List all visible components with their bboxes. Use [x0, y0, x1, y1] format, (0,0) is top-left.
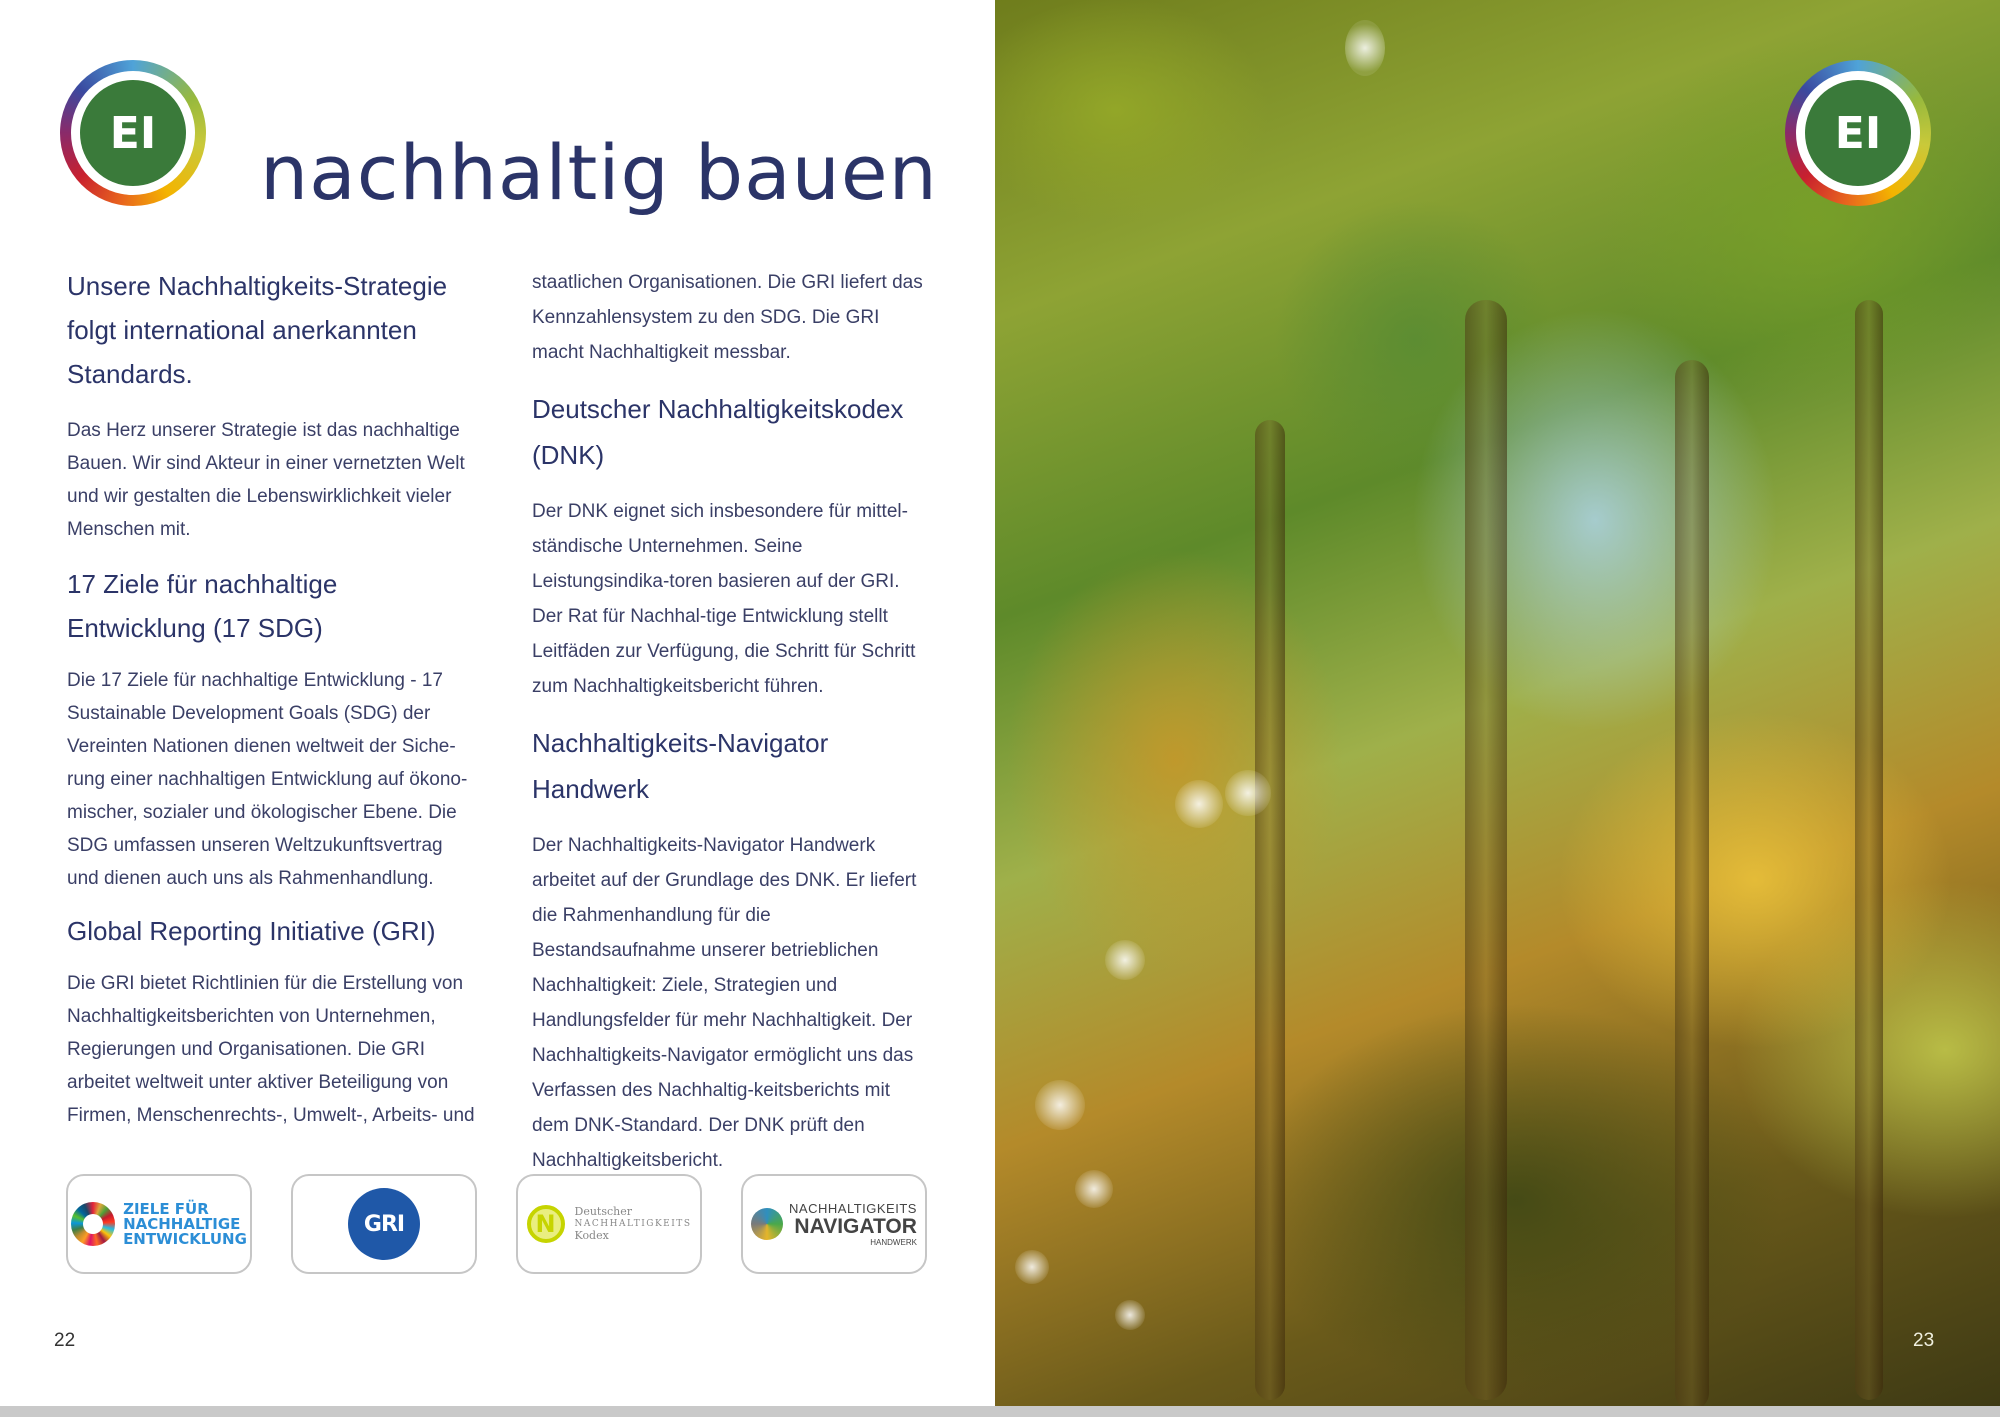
- page-number-right: 23: [1913, 1330, 1935, 1351]
- gri-paragraph-part1: Die GRI bietet Richtlinien für die Erstellung von Nachhaltigkeitsberichten von Unternehmen, Regierungen und Organisationen. Die GRI arbeitet weltweit unter aktiver Beteiligung von Firmen, Menschenrechts-, Umwelt-, Arbeits- und: [67, 973, 475, 1126]
- left-page: [0, 0, 995, 1406]
- navigator-heading: Nachhaltigkeits-Navigator Handwerk: [532, 728, 829, 804]
- sdg-heading: 17 Ziele für nachhaltige Entwicklung (17 SDG): [67, 569, 338, 643]
- dnk-badge: [516, 1174, 702, 1274]
- navigator-badge: [741, 1174, 927, 1274]
- lead-heading: Unsere Nachhaltigkeits-Strategie folgt international anerkannten Standards.: [67, 271, 448, 389]
- sdg-paragraph: Die 17 Ziele für nachhaltige Entwicklung - 17 Sustainable Development Goals (SDG) der Vereinten Nationen dienen weltweit der Siche-rung einer nachhaltigen Entwicklung auf ökono-mischer, sozialer und ökologischer Ebene. Die SDG umfassen unseren Weltzukunftsvertrag und dienen auch uns als Rahmenhandlung.: [67, 670, 468, 889]
- sdg-wheel-icon: [71, 1202, 115, 1246]
- forest-photo: [995, 0, 2000, 1406]
- sdg-badge-text: ZIELE FÜR NACHHALTIGE ENTWICKLUNG: [123, 1199, 247, 1248]
- gri-logo: GRI: [348, 1188, 420, 1260]
- navigator-badge-text: NACHHALTIGKEITS NAVIGATOR HANDWERK: [789, 1201, 917, 1247]
- dnk-logo-icon: N: [527, 1205, 565, 1243]
- page-number-left: 22: [54, 1330, 76, 1351]
- page-title: nachhaltig bauen: [260, 128, 938, 217]
- text-column-left: [67, 264, 477, 1132]
- gri-heading: Global Reporting Initiative (GRI): [67, 916, 436, 946]
- dnk-badge-text: Deutscher NACHHALTIGKEITS Kodex: [574, 1205, 692, 1242]
- navigator-globe-icon: [751, 1208, 783, 1240]
- logo-letters: EI: [80, 80, 186, 186]
- gri-paragraph-part2: staatlichen Organisationen. Die GRI liefert das Kennzahlensystem zu den SDG. Die GRI macht Nachhaltigkeit messbar.: [532, 272, 923, 363]
- text-column-right: [532, 265, 932, 1178]
- dnk-paragraph: Der DNK eignet sich insbesondere für mittel-ständische Unternehmen. Seine Leistungsindika-toren basieren auf der GRI. Der Rat für Nachhal-tige Entwicklung stellt Leitfäden zur Verfügung, die Schritt für Schritt zum Nachhaltigkeitsbericht führen.: [532, 501, 916, 697]
- navigator-paragraph: Der Nachhaltigkeits-Navigator Handwerk arbeitet auf der Grundlage des DNK. Er liefert die Rahmenhandlung für die Bestandsaufnahme unserer betrieblichen Nachhaltigkeit: Ziele, Strategien und Handlungsfelder für mehr Nachhaltigkeit. Der Nachhaltigkeits-Navigator ermöglicht uns das Verfassen des Nachhaltig-keitsberichts mit dem DNK-Standard. Der DNK prüft den Nachhaltigkeitsbericht.: [532, 835, 917, 1171]
- company-logo-right: [1785, 60, 1931, 206]
- intro-paragraph: Das Herz unserer Strategie ist das nachhaltige Bauen. Wir sind Akteur in einer vernetzten Welt und wir gestalten die Lebenswirklichkeit vieler Menschen mit.: [67, 420, 465, 540]
- dnk-heading: Deutscher Nachhaltigkeitskodex (DNK): [532, 394, 904, 470]
- company-logo: [60, 60, 206, 206]
- gri-badge: [291, 1174, 477, 1274]
- sdg-badge: [66, 1174, 252, 1274]
- logo-letters-right: EI: [1805, 80, 1911, 186]
